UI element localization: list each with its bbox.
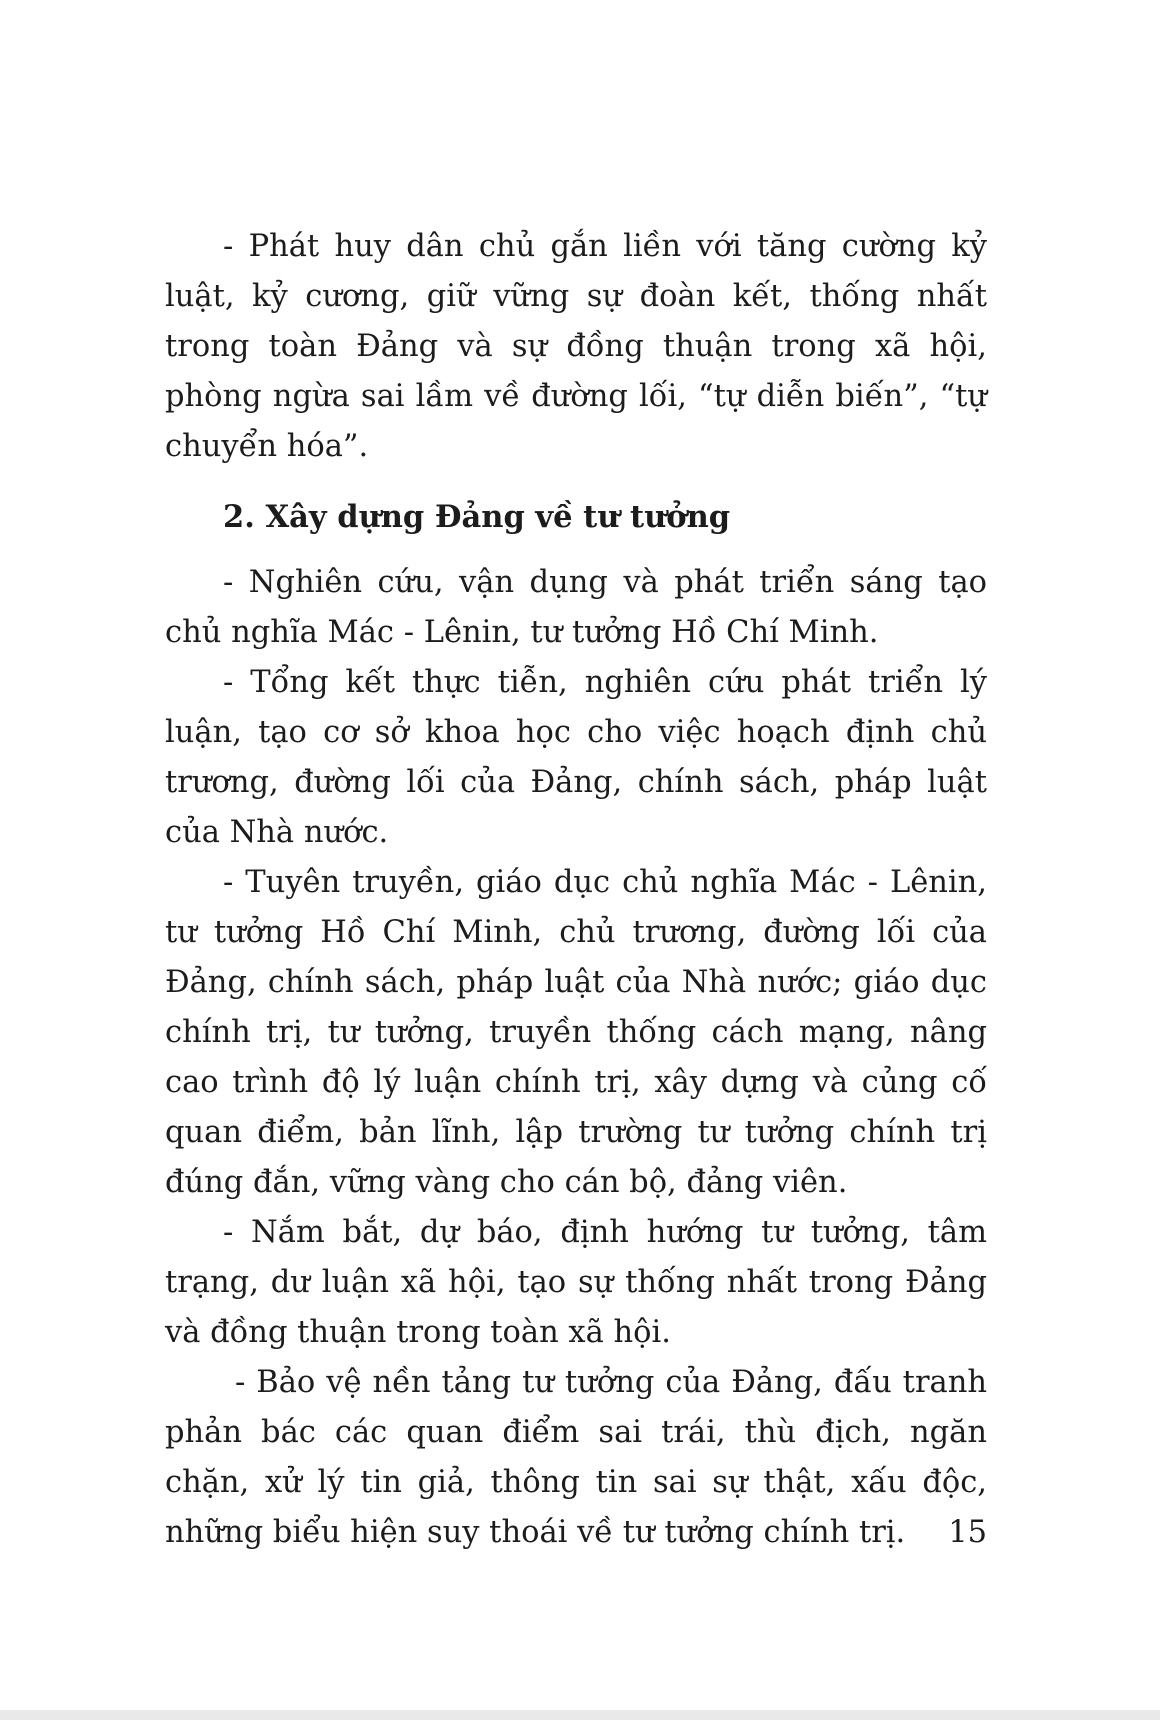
paragraph-research-marxism: - Nghiên cứu, vận dụng và phát triển sáng tạo chủ nghĩa Mác - Lênin, tư tưởng Hồ Chí Minh. <box>165 565 987 650</box>
paragraph-grasp-forecast: - Nắm bắt, dự báo, định hướng tư tưởng, tâm trạng, dư luận xã hội, tạo sự thống nhất trong Đảng và đồng thuận trong toàn xã hội. <box>165 1215 987 1350</box>
page-body <box>165 222 987 1558</box>
paragraph-protect-ideology: - Bảo vệ nền tảng tư tưởng của Đảng, đấu tranh phản bác các quan điểm sai trái, thù địch, ngăn chặn, xử lý tin giả, thông tin sai sự thật, xấu độc, những biểu hiện suy thoái về tư tưởng chính trị. <box>165 1365 987 1550</box>
paragraph-democracy-discipline: - Phát huy dân chủ gắn liền với tăng cường kỷ luật, kỷ cương, giữ vững sự đoàn kết, thống nhất trong toàn Đảng và sự đồng thuận trong xã hội, phòng ngừa sai lầm về đường lối, “tự diễn biến”, “tự chuyển hóa”. <box>165 229 987 464</box>
page-number: 15 <box>948 1515 987 1550</box>
paragraph-summarize-practice: - Tổng kết thực tiễn, nghiên cứu phát triển lý luận, tạo cơ sở khoa học cho việc hoạch định chủ trương, đường lối của Đảng, chính sách, pháp luật của Nhà nước. <box>165 665 987 850</box>
paragraph-propaganda-education: - Tuyên truyền, giáo dục chủ nghĩa Mác - Lênin, tư tưởng Hồ Chí Minh, chủ trương, đường lối của Đảng, chính sách, pháp luật của Nhà nước; giáo dục chính trị, tư tưởng, truyền thống cách mạng, nâng cao trình độ lý luận chính trị, xây dựng và củng cố quan điểm, bản lĩnh, lập trường tư tưởng chính trị đúng đắn, vững vàng cho cán bộ, đảng viên. <box>165 865 987 1200</box>
section-heading: 2. Xây dựng Đảng về tư tưởng <box>223 499 731 535</box>
page-bottom-edge <box>0 1710 1160 1720</box>
